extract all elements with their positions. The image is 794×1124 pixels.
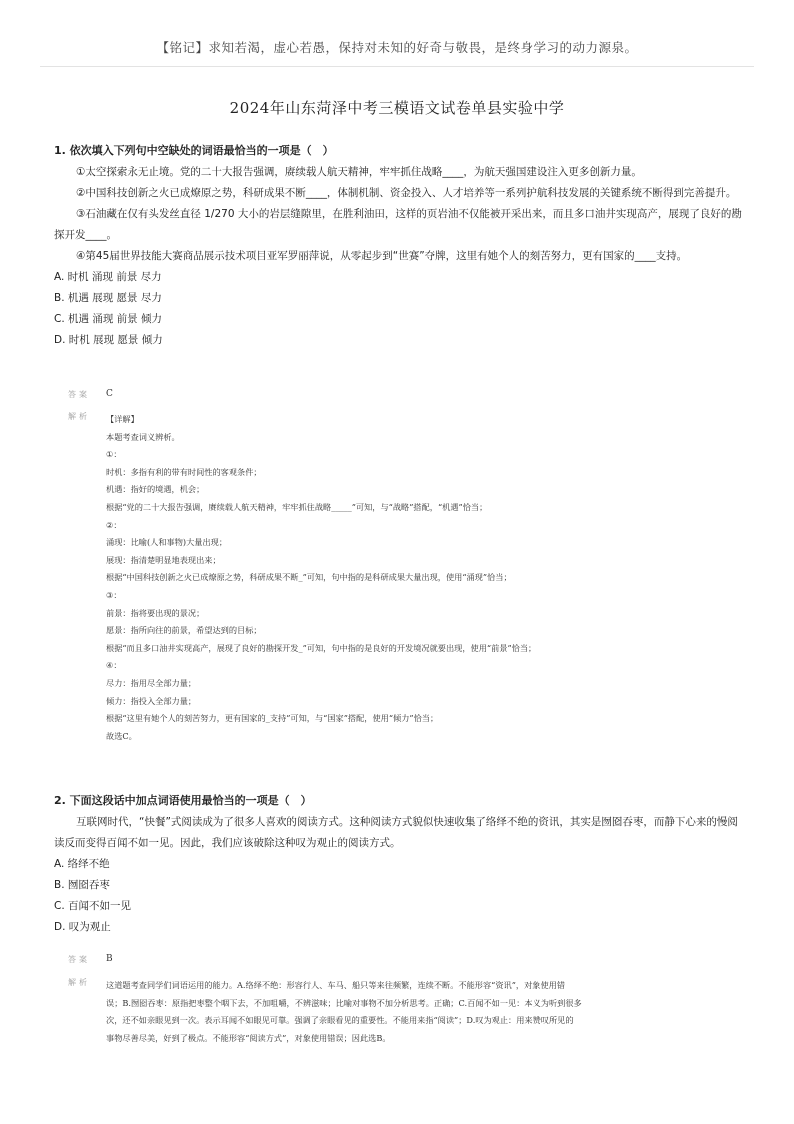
- page-title: 2024年山东菏泽中考三模语文试卷单县实验中学: [229, 99, 565, 117]
- analysis-line: ④：: [106, 660, 122, 671]
- analysis-line: 尽力：指用尽全部力量；: [106, 677, 197, 688]
- question-1-sentence-4: ④第45届世界技能大赛商品展示技术项目亚军罗丽萍说，从零起步到“世赛”夺牌，这里有她个人的刻苦努力，更有国家的____支持。: [76, 250, 688, 262]
- answer-label: 答案: [68, 390, 90, 399]
- analysis-line: 展现：指清楚明显地表现出来；: [106, 554, 221, 565]
- analysis-line: 故选C。: [106, 730, 137, 741]
- analysis-line: 时机：多指有利的带有时间性的客观条件；: [106, 466, 262, 477]
- analysis-line: 本题考查词义辨析。: [106, 431, 180, 442]
- header-divider: [40, 66, 754, 67]
- analysis-line: 涌现：比喻(人和事物)大量出现；: [106, 537, 228, 548]
- question-1-option-c[interactable]: C. 机遇 涌现 前景 倾力: [54, 313, 163, 325]
- question-1-stem: 1. 依次填入下列句中空缺处的词语最恰当的一项是（ ）: [54, 144, 334, 157]
- analysis-text: [106, 977, 746, 1047]
- analysis-line: 误；B.囫囵吞枣：原指把枣整个咽下去，不加咀嚼，不辨滋味；比喻对事物不加分析思考。正确；C.百闻不如一见：本义为听到很多: [106, 997, 582, 1008]
- analysis-line: 根据“而且多口油井实现高产，展现了良好的勘探开发_”可知，句中指的是良好的开发境况就要出现，使用“前景”恰当；: [106, 642, 537, 653]
- question-2-stem: 2. 下面这段话中加点词语使用最恰当的一项是（ ）: [54, 794, 312, 807]
- analysis-line: 事物尽善尽美，好到了极点。不能形容“阅读方式”，对象使用错误；因此选B。: [106, 1032, 391, 1043]
- analysis-text: [106, 411, 746, 745]
- question-2-option-b[interactable]: B. 囫囵吞枣: [54, 879, 110, 891]
- question-1-option-a[interactable]: A. 时机 涌现 前景 尽力: [54, 271, 162, 283]
- question-2: [54, 793, 744, 938]
- analysis-line: 这道题考查同学们词语运用的能力。A.络绎不绝：形容行人、车马、船只等来往频繁，连续不断。不能形容“资讯”，对象使用错: [106, 980, 566, 990]
- analysis-line: 倾力：指投入全部力量；: [106, 695, 197, 706]
- header-motto: 【铭记】求知若渴，虚心若愚，保持对未知的好奇与敬畏，是终身学习的动力源泉。: [156, 40, 638, 55]
- analysis-line: 根据“党的二十大报告强调，赓续载人航天精神，牢牢抓住战略_____”可知，与“战略”搭配，“机遇”恰当；: [106, 501, 488, 512]
- analysis-line: 机遇：指好的境遇，机会；: [106, 484, 205, 495]
- question-2-passage: 互联网时代，“快餐”式阅读成为了很多人喜欢的阅读方式。这种阅读方式貌似快速收集了络绎不绝的资讯，其实是囫囵吞枣，而静下心来的慢阅读反而变得百闻不如一见。因此，我们应该破除这种叹为观止的阅读方式。: [54, 816, 738, 849]
- question-1-option-b[interactable]: B. 机遇 展现 愿景 尽力: [54, 292, 162, 304]
- analysis-label: 解析: [68, 412, 90, 421]
- analysis-line: 根据“这里有她个人的刻苦努力，更有国家的_支持”可知，与“国家”搭配，使用“倾力”恰当；: [106, 713, 439, 724]
- answer-label: 答案: [68, 955, 90, 964]
- question-2-option-c[interactable]: C. 百闻不如一见: [54, 900, 132, 912]
- analysis-label: 解析: [68, 978, 90, 987]
- question-1-sentence-2: ②中国科技创新之火已成燎原之势，科研成果不断____，体制机制、资金投入、人才培养等一系列护航科技发展的关键系统不断得到完善提升。: [76, 187, 737, 199]
- answer-value: B: [106, 954, 113, 964]
- analysis-line: 前景：指将要出现的景况；: [106, 607, 205, 618]
- question-1-option-d[interactable]: D. 时机 展现 愿景 倾力: [54, 334, 163, 346]
- question-1: [54, 143, 744, 351]
- analysis-line: 【详解】: [106, 414, 139, 424]
- analysis-line: ①：: [106, 449, 122, 460]
- analysis-line: 次，还不如亲眼见到一次。表示耳闻不如眼见可靠。强调了亲眼看见的重要性。不能用来指“阅读”；D.叹为观止：用来赞叹所见的: [106, 1015, 574, 1025]
- analysis-line: ③：: [106, 589, 122, 600]
- answer-value: C: [106, 389, 113, 399]
- question-2-option-a[interactable]: A. 络绎不绝: [54, 858, 110, 870]
- analysis-line: 愿景：指所向往的前景，希望达到的目标；: [106, 625, 262, 636]
- question-2-option-d[interactable]: D. 叹为观止: [54, 921, 111, 933]
- analysis-line: ②：: [106, 519, 122, 530]
- question-1-sentence-1: ①太空探索永无止境。党的二十大报告强调，赓续载人航天精神，牢牢抓住战略____，为航天强国建设注入更多创新力量。: [76, 166, 642, 178]
- question-1-sentence-3: ③石油藏在仅有头发丝直径 1/270 大小的岩层缝隙里，在胜利油田，这样的页岩油不仅能被开采出来，而且多口油井实现高产，展现了良好的勘探开发____。: [54, 208, 742, 241]
- analysis-line: 根据“中国科技创新之火已成燎原之势，科研成果不断_”可知，句中指的是科研成果大量出现，使用“涌现”恰当；: [106, 572, 512, 583]
